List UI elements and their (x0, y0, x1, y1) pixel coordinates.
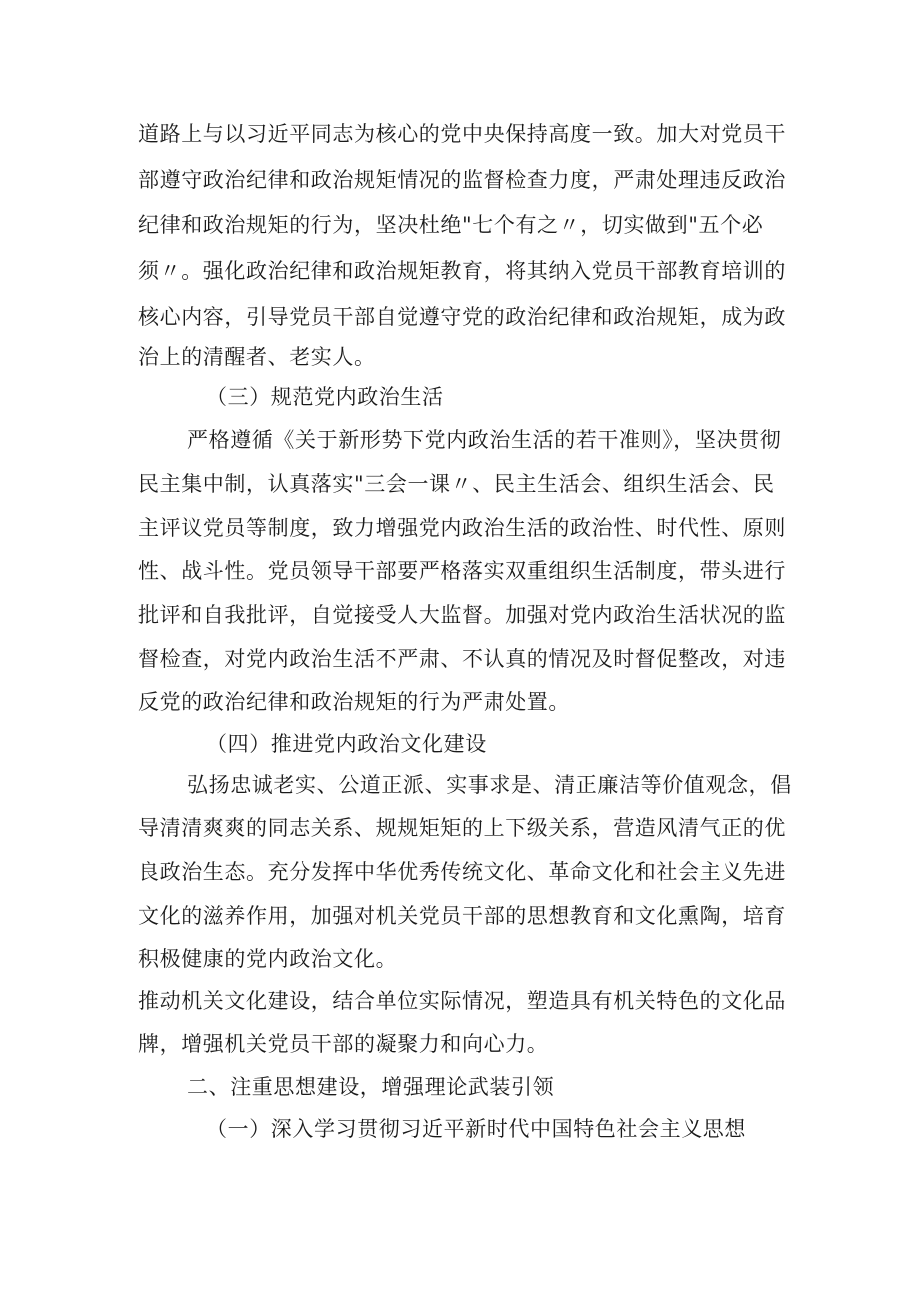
section-heading: （一）深入学习贯彻习近平新时代中国特色社会主义思想 (206, 1117, 746, 1141)
paragraph-first-line: 弘扬忠诚老实、公道正派、实事求是、清正廉洁等价值观念，倡 (187, 773, 792, 797)
body-text-line: 核心内容，引导党员干部自觉遵守党的政治纪律和政治规矩，成为政 (138, 305, 786, 329)
body-text-line: 须〃。强化政治纪律和政治规矩教育，将其纳入党员干部教育培训的 (138, 259, 786, 283)
body-text-line: 批评和自我批评，自觉接受人大监督。加强对党内政治生活状况的监 (138, 603, 786, 627)
body-text-line: 纪律和政治规矩的行为，坚决杜绝"七个有之〃，切实做到"五个必 (138, 213, 764, 237)
section-heading: （三）规范党内政治生活 (206, 385, 444, 409)
body-text-line: 导清清爽爽的同志关系、规规矩矩的上下级关系，营造风清气正的优 (138, 816, 786, 840)
body-text-line: 反党的政治纪律和政治规矩的行为严肃处置。 (138, 690, 570, 714)
body-text-line: 部遵守政治纪律和政治规矩情况的监督检查力度，严肃处理违反政治 (138, 168, 786, 192)
body-text-line: 道路上与以习近平同志为核心的党中央保持高度一致。加大对党员干 (138, 122, 786, 146)
body-text-line: 积极健康的党内政治文化。 (138, 947, 398, 971)
body-text-line: 民主集中制，认真落实"三会一课〃、民主生活会、组织生活会、民 (138, 472, 775, 496)
body-text-line: 文化的滋养作用，加强对机关党员干部的思想教育和文化熏陶，培育 (138, 904, 786, 928)
paragraph-first-line: 严格遵循《关于新形势下党内政治生活的若干准则》，坚决贯彻 (187, 428, 782, 452)
body-text-line: 治上的清醒者、老实人。 (138, 345, 376, 369)
body-text-line: 性、战斗性。党员领导干部要严格落实双重组织生活制度，带头进行 (138, 559, 786, 583)
section-heading: （四）推进党内政治文化建设 (206, 732, 487, 756)
body-text-line: 推动机关文化建设，结合单位实际情况，塑造具有机关特色的文化品 (138, 989, 786, 1013)
body-text-line: 牌，增强机关党员干部的凝聚力和向心力。 (138, 1032, 549, 1056)
chapter-heading: 二、注重思想建设，增强理论武装引领 (187, 1075, 555, 1099)
body-text-line: 督检查，对党内政治生活不严肃、不认真的情况及时督促整改，对违 (138, 647, 786, 671)
body-text-line: 良政治生态。充分发挥中华优秀传统文化、革命文化和社会主义先进 (138, 860, 786, 884)
body-text-line: 主评议党员等制度，致力增强党内政治生活的政治性、时代性、原则 (138, 516, 786, 540)
